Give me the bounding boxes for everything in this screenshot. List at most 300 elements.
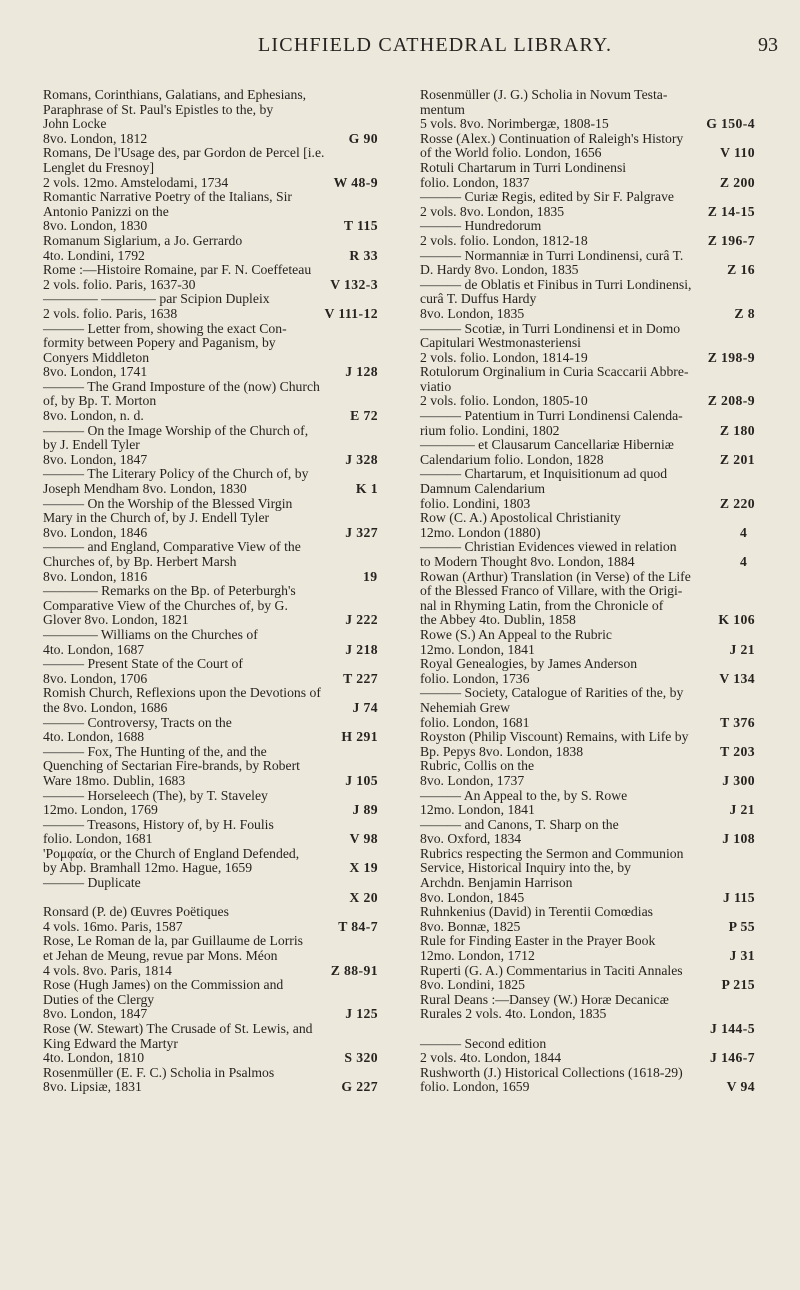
entry-text-line: Rushworth (J.) Historical Collections (1618-29) bbox=[420, 1064, 683, 1080]
entry-text-line: Romanum Siglarium, a Jo. Gerrardo bbox=[43, 232, 243, 248]
entry-text-line: Capitulari Westmonasteriensi bbox=[420, 335, 581, 351]
entry-imprint-row bbox=[420, 889, 755, 906]
entry-imprint: the Abbey 4to. Dublin, 1858 bbox=[420, 612, 576, 628]
entry-text-line: Paraphrase of St. Paul's Epistles to the, by bbox=[43, 101, 274, 117]
catalogue-entry bbox=[43, 818, 378, 847]
entry-text-line: Quenching of Sectarian Fire-brands, by Robert bbox=[43, 758, 300, 774]
entry-imprint-row bbox=[43, 364, 378, 380]
entry-imprint: 8vo. Oxford, 1834 bbox=[420, 831, 522, 847]
entry-imprint: folio. London, 1837 bbox=[420, 174, 530, 190]
entry-imprint-row bbox=[420, 1050, 755, 1066]
shelf-mark: J 128 bbox=[345, 364, 378, 380]
entry-imprint: by Abp. Bramhall 12mo. Hague, 1659 bbox=[43, 860, 253, 876]
catalogue-entry bbox=[43, 686, 378, 715]
entry-text-line: 'Ρομφαία, or the Church of England Defended, bbox=[43, 845, 300, 861]
catalogue-entry bbox=[420, 365, 755, 409]
entry-imprint: Bp. Pepys 8vo. London, 1838 bbox=[420, 743, 584, 759]
entry-text-line: Duties of the Clergy bbox=[43, 991, 155, 1007]
running-title: LICHFIELD CATHEDRAL LIBRARY. bbox=[258, 34, 613, 56]
shelf-mark: V 98 bbox=[349, 831, 378, 847]
entry-imprint: 2 vols. folio. London, 1814-19 bbox=[420, 349, 588, 365]
entry-imprint: rium folio. Londini, 1802 bbox=[420, 422, 560, 438]
catalogue-entry bbox=[43, 88, 378, 146]
entry-imprint-row bbox=[43, 1079, 378, 1095]
catalogue-entry bbox=[420, 88, 755, 132]
entry-text-line: ——— and Canons, T. Sharp on the bbox=[420, 816, 619, 832]
entry-text-line: Comparative View of the Churches of, by G. bbox=[43, 597, 288, 613]
entry-imprint-row bbox=[43, 831, 378, 847]
shelf-mark: S 320 bbox=[344, 1050, 378, 1066]
entry-text-line: ——— Chartarum, et Inquisitionum ad quod bbox=[420, 466, 668, 482]
shelf-mark: G 227 bbox=[341, 1079, 378, 1095]
entry-imprint-row bbox=[43, 860, 378, 876]
entry-text-line: Lenglet du Fresnoy] bbox=[43, 159, 154, 175]
entry-text-line: Archdn. Benjamin Harrison bbox=[420, 875, 573, 891]
entry-imprint: Joseph Mendham 8vo. London, 1830 bbox=[43, 481, 247, 497]
entry-text-line: Rubrics respecting the Sermon and Communion bbox=[420, 845, 684, 861]
entry-imprint-row bbox=[420, 1079, 755, 1095]
catalogue-entry bbox=[43, 745, 378, 789]
entry-imprint: 8vo. London, 1741 bbox=[43, 364, 148, 380]
entry-imprint-row bbox=[420, 831, 755, 847]
entry-text-line: Rowe (S.) An Appeal to the Rubric bbox=[420, 626, 612, 642]
entry-imprint: 8vo. London, n. d. bbox=[43, 408, 144, 424]
entry-imprint-row bbox=[43, 247, 378, 264]
shelf-mark: J 108 bbox=[722, 831, 755, 847]
entry-imprint-row bbox=[43, 305, 378, 322]
entry-imprint-row bbox=[43, 729, 378, 745]
entry-text-line: of, by Bp. T. Morton bbox=[43, 393, 157, 409]
catalogue-entry bbox=[420, 278, 755, 322]
entry-imprint: 2 vols. 8vo. London, 1835 bbox=[420, 203, 565, 219]
shelf-mark: T 115 bbox=[343, 218, 378, 234]
entry-imprint: 8vo. London, 1830 bbox=[43, 218, 148, 234]
entry-imprint: 8vo. London, 1737 bbox=[420, 772, 525, 788]
entry-text-line: ——— Normanniæ in Turri Londinensi, curâ T. bbox=[420, 247, 684, 263]
entry-imprint-row bbox=[43, 451, 378, 468]
entry-imprint: 4to. London, 1810 bbox=[43, 1050, 145, 1066]
entry-text-line: ——— On the Worship of the Blessed Virgin bbox=[43, 495, 293, 511]
catalogue-entry bbox=[420, 540, 755, 569]
catalogue-entry bbox=[43, 789, 378, 818]
entry-text-line: ——— de Oblatis et Finibus in Turri Londinensi, bbox=[420, 276, 692, 292]
catalogue-entry bbox=[420, 964, 755, 993]
entry-imprint-row bbox=[420, 495, 755, 512]
catalogue-entry bbox=[420, 934, 755, 963]
entry-text-line: ——— Duplicate bbox=[43, 875, 141, 891]
entry-text-line: Rose (Hugh James) on the Commission and bbox=[43, 977, 284, 993]
entry-imprint-row bbox=[420, 612, 755, 628]
catalogue-entry bbox=[420, 219, 755, 248]
entry-text-line: Churches of, by Bp. Herbert Marsh bbox=[43, 554, 237, 569]
shelf-mark: W 48-9 bbox=[333, 174, 378, 190]
entry-text-line: ———— ———— par Scipion Dupleix bbox=[43, 291, 270, 307]
catalogue-entry bbox=[420, 409, 755, 438]
entry-imprint-row: to Modern Thought 8vo. London, 1884 4 bbox=[420, 554, 748, 569]
entry-imprint-row bbox=[420, 772, 755, 789]
catalogue-entry bbox=[43, 190, 378, 234]
catalogue-entry bbox=[43, 146, 378, 190]
entry-imprint: 8vo. Lipsiæ, 1831 bbox=[43, 1079, 142, 1095]
entry-text-line: Rosenmüller (J. G.) Scholia in Novum Testa- bbox=[420, 87, 668, 102]
entry-imprint-row bbox=[43, 1050, 378, 1066]
catalogue-entry bbox=[43, 497, 378, 541]
entry-imprint-row bbox=[420, 451, 755, 468]
entry-imprint: 8vo. London, 1845 bbox=[420, 889, 525, 905]
catalogue-entry bbox=[420, 322, 755, 366]
entry-imprint: 8vo. London, 1812 bbox=[43, 130, 148, 146]
entry-text-line: Nehemiah Grew bbox=[420, 699, 511, 715]
entry-imprint-row bbox=[43, 699, 378, 716]
catalogue-entry bbox=[43, 978, 378, 1022]
entry-text-line: of the Blessed Franco of Villare, with the Origi- bbox=[420, 583, 683, 599]
entry-imprint-row bbox=[420, 714, 755, 731]
entry-imprint: 12mo. London (1880) bbox=[420, 524, 541, 540]
shelf-mark: J 222 bbox=[345, 612, 378, 628]
entry-text-line: formity between Popery and Paganism, by bbox=[43, 335, 276, 351]
entry-text-line: ———— et Clausarum Cancellariæ Hiberniæ bbox=[420, 437, 674, 453]
entry-imprint: 12mo. London, 1769 bbox=[43, 802, 158, 818]
shelf-mark: Z 220 bbox=[719, 495, 755, 511]
entry-text-line: Row (C. A.) Apostolical Christianity bbox=[420, 510, 621, 526]
entry-imprint-row bbox=[58, 891, 378, 906]
catalogue-entry bbox=[43, 1022, 378, 1066]
entry-text-line: Rural Deans :—Dansey (W.) Horæ Decanicæ bbox=[420, 991, 669, 1007]
entry-text-line: Ruhnkenius (David) in Terentii Comœdias bbox=[420, 904, 653, 920]
catalogue-entry bbox=[43, 716, 378, 745]
entry-text-line: nal in Rhyming Latin, from the Chronicle of bbox=[420, 597, 664, 613]
entry-imprint: 8vo. Bonnæ, 1825 bbox=[420, 918, 521, 934]
entry-imprint-row bbox=[420, 174, 755, 191]
entry-text-line: Rule for Finding Easter in the Prayer Book bbox=[420, 933, 656, 949]
entry-text-line: viatio bbox=[420, 378, 452, 394]
entry-imprint: 4to. London, 1687 bbox=[43, 641, 145, 657]
shelf-mark: X 19 bbox=[349, 860, 378, 876]
entry-imprint: Ware 18mo. Dublin, 1683 bbox=[43, 772, 186, 788]
entry-imprint-row bbox=[420, 116, 755, 132]
entry-imprint-row bbox=[43, 408, 378, 424]
catalogue-entry bbox=[43, 584, 378, 628]
entry-imprint: 8vo. London, 1846 bbox=[43, 524, 148, 540]
shelf-mark: K 1 bbox=[355, 481, 378, 497]
entry-text-line: Rotulorum Orginalium in Curia Scaccarii Abbre- bbox=[420, 364, 689, 380]
shelf-mark: J 218 bbox=[345, 641, 378, 657]
shelf-mark: J 300 bbox=[722, 772, 755, 788]
entry-text-line: Rurales 2 vols. 4to. London, 1835 bbox=[420, 1006, 607, 1022]
catalogue-entry bbox=[420, 686, 755, 730]
entry-imprint: folio. London, 1736 bbox=[420, 670, 530, 686]
entry-text-line: Ruperti (G. A.) Commentarius in Taciti Annales bbox=[420, 962, 683, 978]
catalogue-entry bbox=[43, 657, 378, 686]
entry-imprint: 12mo. London, 1712 bbox=[420, 948, 535, 964]
entry-imprint: 4 vols. 16mo. Paris, 1587 bbox=[43, 918, 183, 934]
shelf-mark: J 74 bbox=[352, 699, 378, 715]
shelf-mark: J 21 bbox=[729, 641, 755, 657]
shelf-mark: E 72 bbox=[350, 408, 378, 424]
catalogue-entry bbox=[43, 1066, 378, 1095]
shelf-mark: Z 88-91 bbox=[330, 962, 378, 978]
catalogue-entry bbox=[420, 438, 755, 467]
shelf-mark: G 150-4 bbox=[706, 116, 755, 132]
catalogue-entry bbox=[43, 380, 378, 424]
entry-text-line: Rose, Le Roman de la, par Guillaume de Lorris bbox=[43, 933, 303, 949]
entry-imprint-row bbox=[420, 670, 755, 687]
entry-text-line: Royal Genealogies, by James Anderson bbox=[420, 656, 638, 672]
entry-text-line: Damnum Calendarium bbox=[420, 481, 546, 497]
entry-text-line: ——— Controversy, Tracts on the bbox=[43, 714, 232, 730]
entry-text-line: curâ T. Duffus Hardy bbox=[420, 291, 537, 307]
entry-imprint-row bbox=[420, 262, 755, 278]
page-number: 93 bbox=[758, 34, 778, 56]
entry-text-line: Mary in the Church of, by J. Endell Tyler bbox=[43, 510, 270, 526]
entry-imprint-row bbox=[420, 948, 755, 964]
shelf-mark: Z 208-9 bbox=[707, 393, 755, 409]
entry-text-line: Rotuli Chartarum in Turri Londinensi bbox=[420, 159, 627, 175]
entry-text-line: Rubric, Collis on the bbox=[420, 758, 535, 774]
shelf-mark: T 376 bbox=[720, 714, 755, 730]
entry-text-line: ——— The Literary Policy of the Church of, by bbox=[43, 466, 309, 482]
shelf-mark: J 31 bbox=[729, 948, 755, 964]
entry-imprint: folio. London, 1681 bbox=[43, 831, 153, 847]
entry-text-line: ——— Second edition bbox=[420, 1035, 547, 1051]
shelf-mark: Z 14-15 bbox=[707, 203, 755, 219]
entry-imprint-row bbox=[43, 524, 378, 541]
entry-imprint-row bbox=[43, 802, 378, 818]
entry-imprint: 2 vols. folio. Paris, 1637-30 bbox=[43, 276, 196, 292]
entry-text-line: Romans, De l'Usage des, par Gordon de Percel [i.e. bbox=[43, 145, 325, 161]
entry-imprint: 8vo. London, 1816 bbox=[43, 568, 148, 584]
shelf-mark: X 20 bbox=[349, 889, 378, 905]
entry-text-line: ——— Patentium in Turri Londinensi Calenda- bbox=[420, 408, 683, 424]
entry-text-line: Rose (W. Stewart) The Crusade of St. Lewis, and bbox=[43, 1021, 313, 1036]
shelf-mark: J 327 bbox=[345, 524, 378, 540]
entry-text-line: ——— Horseleech (The), by T. Staveley bbox=[43, 787, 268, 803]
entry-imprint-row bbox=[420, 918, 755, 935]
catalogue-entry bbox=[43, 847, 378, 876]
shelf-mark: R 33 bbox=[349, 247, 378, 263]
entry-imprint: folio. Londini, 1803 bbox=[420, 495, 531, 511]
catalogue-entry bbox=[420, 249, 755, 278]
shelf-mark: Z 198-9 bbox=[707, 349, 755, 365]
entry-text-line: mentum bbox=[420, 101, 465, 117]
entry-imprint-row bbox=[43, 174, 378, 191]
entry-text-line: ——— Treasons, History of, by H. Foulis bbox=[43, 816, 274, 832]
shelf-mark: Z 200 bbox=[719, 174, 755, 190]
entry-imprint-row bbox=[420, 802, 755, 818]
entry-text-line: Antonio Panizzi on the bbox=[43, 203, 169, 219]
catalogue-entry bbox=[43, 905, 378, 934]
catalogue-entry bbox=[43, 292, 378, 321]
catalogue-entry bbox=[43, 467, 378, 496]
entry-imprint: 4 vols. 8vo. Paris, 1814 bbox=[43, 962, 172, 978]
shelf-mark: V 110 bbox=[720, 145, 755, 161]
shelf-mark: J 328 bbox=[345, 451, 378, 467]
entry-text-line: ——— Society, Catalogue of Rarities of the, by bbox=[420, 685, 684, 701]
entry-imprint-row bbox=[420, 232, 755, 249]
entry-text-line: by J. Endell Tyler bbox=[43, 437, 140, 453]
entry-text-line: ———— Williams on the Churches of bbox=[43, 626, 258, 642]
entry-imprint-row bbox=[43, 218, 378, 234]
entry-text-line: Rowan (Arthur) Translation (in Verse) of the Life bbox=[420, 568, 691, 584]
shelf-mark: J 21 bbox=[729, 802, 755, 818]
entry-imprint-row bbox=[43, 772, 378, 789]
entry-imprint-row bbox=[43, 276, 378, 293]
entry-text-line: ——— On the Image Worship of the Church of, bbox=[43, 422, 309, 438]
entry-text-line: ——— Fox, The Hunting of the, and the bbox=[43, 743, 267, 759]
catalogue-entry bbox=[420, 511, 755, 540]
catalogue-entry bbox=[420, 905, 755, 934]
entry-text-line: Conyers Middleton bbox=[43, 349, 150, 365]
entry-imprint-row bbox=[420, 422, 755, 439]
shelf-mark: Z 180 bbox=[719, 422, 755, 438]
catalogue-entry bbox=[43, 234, 378, 263]
entry-imprint-row bbox=[420, 977, 755, 993]
entry-text-line: Rome :—Histoire Romaine, par F. N. Coeffeteau bbox=[43, 262, 312, 278]
entry-imprint: 2 vols. folio. London, 1812-18 bbox=[420, 232, 588, 248]
entry-text-line: Royston (Philip Viscount) Remains, with Life by bbox=[420, 729, 689, 745]
entry-text-line: ——— The Grand Imposture of the (now) Church bbox=[43, 378, 320, 394]
entry-imprint-row bbox=[420, 145, 755, 161]
entry-text-line: et Jehan de Meung, revue par Mons. Méon bbox=[43, 948, 278, 964]
entry-imprint: 4to. Londini, 1792 bbox=[43, 247, 145, 263]
shelf-mark: Z 8 bbox=[734, 305, 755, 321]
entry-imprint: to Modern Thought 8vo. London, 1884 bbox=[420, 554, 635, 569]
shelf-mark: Z 16 bbox=[727, 262, 755, 278]
catalogue-entry bbox=[420, 759, 755, 788]
entry-imprint-row bbox=[43, 130, 378, 147]
entry-text-line: ——— Scotiæ, in Turri Londinensi et in Domo bbox=[420, 320, 681, 336]
entry-imprint: 8vo. Londini, 1825 bbox=[420, 977, 525, 993]
right-column bbox=[420, 88, 755, 1095]
entry-text-line: Service, Historical Inquiry into the, by bbox=[420, 860, 631, 876]
entry-text-line: ——— Present State of the Court of bbox=[43, 656, 243, 672]
shelf-mark: T 227 bbox=[343, 670, 378, 686]
entry-imprint: 12mo. London, 1841 bbox=[420, 641, 535, 657]
catalogue-entry bbox=[43, 628, 378, 657]
catalogue-entry bbox=[420, 1037, 755, 1066]
entry-imprint-row bbox=[43, 641, 378, 658]
shelf-mark: J 125 bbox=[345, 1006, 378, 1022]
entry-text-line: ——— Christian Evidences viewed in relation bbox=[420, 539, 677, 555]
entry-imprint: folio. London, 1681 bbox=[420, 714, 530, 730]
entry-imprint: 2 vols. 4to. London, 1844 bbox=[420, 1050, 562, 1066]
entry-text-line: ——— Curiæ Regis, edited by Sir F. Palgrave bbox=[420, 189, 675, 205]
entry-imprint-row bbox=[43, 918, 378, 935]
entry-text-line: John Locke bbox=[43, 116, 107, 132]
catalogue-entry bbox=[420, 190, 755, 219]
entry-imprint: Glover 8vo. London, 1821 bbox=[43, 612, 189, 628]
entry-imprint: 8vo. London, 1706 bbox=[43, 670, 148, 686]
catalogue-entry bbox=[420, 847, 755, 905]
entry-imprint: 8vo. London, 1847 bbox=[43, 451, 148, 467]
entry-text-line: Romish Church, Reflexions upon the Devotions of bbox=[43, 685, 321, 701]
shelf-mark: K 106 bbox=[718, 612, 755, 628]
catalogue-entry bbox=[43, 424, 378, 468]
entry-imprint: the 8vo. London, 1686 bbox=[43, 699, 168, 715]
entry-imprint: 4to. London, 1688 bbox=[43, 729, 145, 745]
entry-imprint: Calendarium folio. London, 1828 bbox=[420, 451, 604, 467]
entry-imprint: 2 vols. folio. London, 1805-10 bbox=[420, 393, 588, 409]
entry-imprint-row bbox=[420, 203, 755, 220]
entry-imprint-row: 8vo. London, 1816 19 bbox=[43, 568, 378, 584]
entry-text-line: King Edward the Martyr bbox=[43, 1035, 178, 1051]
shelf-mark: V 111-12 bbox=[324, 305, 378, 321]
shelf-mark: P 215 bbox=[721, 977, 755, 993]
page-header bbox=[0, 34, 800, 64]
shelf-mark: J 89 bbox=[352, 802, 378, 818]
entry-imprint: 2 vols. 12mo. Amstelodami, 1734 bbox=[43, 174, 229, 190]
entry-text-line: ———— Remarks on the Bp. of Peterburgh's bbox=[43, 583, 296, 599]
shelf-mark: V 94 bbox=[726, 1079, 755, 1095]
catalogue-entry bbox=[420, 789, 755, 818]
catalogue-entry bbox=[43, 540, 378, 584]
entry-text-line: ——— Letter from, showing the exact Con- bbox=[43, 320, 287, 336]
catalogue-entry bbox=[420, 730, 755, 759]
entry-imprint: 8vo. London, 1835 bbox=[420, 305, 525, 321]
entry-text-line: Rosse (Alex.) Continuation of Raleigh's History bbox=[420, 130, 684, 146]
catalogue-entry bbox=[43, 322, 378, 380]
entry-text-line: Romans, Corinthians, Galatians, and Ephesians, bbox=[43, 87, 307, 102]
entry-imprint-row bbox=[43, 670, 378, 687]
shelf-mark: Z 201 bbox=[719, 451, 755, 467]
entry-imprint: 2 vols. folio. Paris, 1638 bbox=[43, 305, 178, 321]
entry-imprint-row bbox=[420, 305, 755, 322]
shelf-mark: H 291 bbox=[341, 729, 378, 745]
entry-imprint-row bbox=[43, 612, 378, 628]
shelf-mark: J 144-5 bbox=[710, 1021, 755, 1036]
entry-imprint: of the World folio. London, 1656 bbox=[420, 145, 602, 161]
catalogue-entry bbox=[420, 467, 755, 511]
shelf-mark: J 105 bbox=[345, 772, 378, 788]
shelf-mark: V 134 bbox=[719, 670, 755, 686]
entry-imprint: 8vo. London, 1847 bbox=[43, 1006, 148, 1022]
catalogue-entry bbox=[420, 818, 755, 847]
entry-text-line: Ronsard (P. de) Œuvres Poëtiques bbox=[43, 904, 229, 920]
entry-imprint-row bbox=[435, 1022, 755, 1037]
catalogue-entry bbox=[420, 657, 755, 686]
catalogue-entry bbox=[420, 161, 755, 190]
entry-imprint: folio. London, 1659 bbox=[420, 1079, 530, 1095]
entry-text-line: Romantic Narrative Poetry of the Italians, Sir bbox=[43, 189, 292, 205]
entry-imprint-row bbox=[43, 481, 378, 497]
shelf-mark: T 84-7 bbox=[338, 918, 378, 934]
entry-imprint-row bbox=[420, 641, 755, 658]
catalogue-entry bbox=[420, 1066, 755, 1095]
entry-imprint-row bbox=[420, 349, 755, 366]
shelf-mark: G 90 bbox=[348, 130, 378, 146]
catalogue-entry bbox=[43, 934, 378, 978]
catalogue-entry bbox=[420, 570, 755, 628]
catalogue-entry bbox=[420, 628, 755, 657]
entry-imprint-row bbox=[420, 393, 755, 409]
shelf-mark: V 132-3 bbox=[330, 276, 378, 292]
entry-imprint-row: 12mo. London (1880) 4 bbox=[420, 524, 748, 540]
left-column bbox=[43, 88, 378, 1095]
shelf-mark: Z 196-7 bbox=[707, 232, 755, 248]
entry-text-line: ——— and England, Comparative View of the bbox=[43, 539, 301, 555]
entry-text-line: ——— Hundredorum bbox=[420, 218, 542, 234]
entry-imprint: 5 vols. 8vo. Norimbergæ, 1808-15 bbox=[420, 116, 609, 132]
shelf-mark: P 55 bbox=[728, 918, 755, 934]
entry-imprint-row bbox=[420, 743, 755, 760]
catalogue-entry bbox=[43, 876, 378, 905]
catalogue-entry bbox=[43, 263, 378, 292]
entry-imprint: D. Hardy 8vo. London, 1835 bbox=[420, 262, 579, 278]
shelf-mark: T 203 bbox=[720, 743, 755, 759]
entry-imprint-row bbox=[43, 962, 378, 979]
entry-imprint: 12mo. London, 1841 bbox=[420, 802, 535, 818]
entry-imprint-row bbox=[43, 1006, 378, 1022]
